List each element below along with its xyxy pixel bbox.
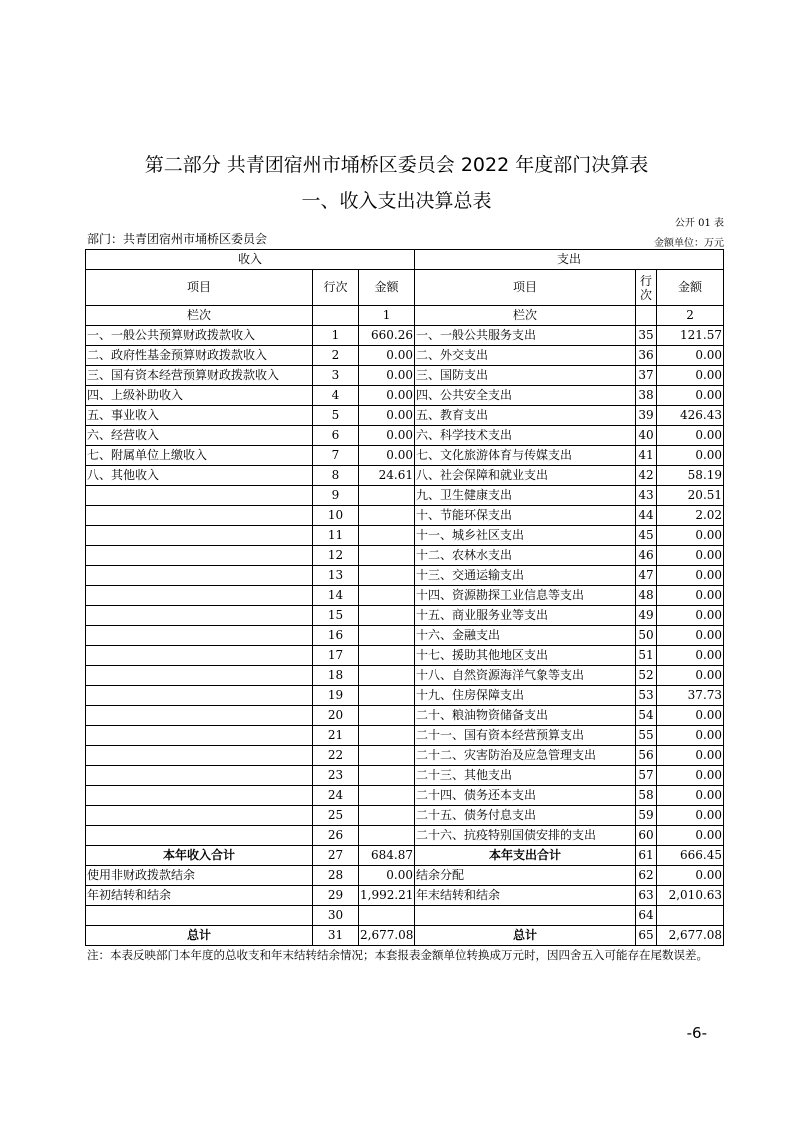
income-amount-cell: 660.26 <box>359 326 415 346</box>
table-row <box>86 346 724 366</box>
income-amount-cell <box>359 786 415 806</box>
income-rowno-cell: 8 <box>313 466 359 486</box>
income-rowno-cell: 19 <box>313 686 359 706</box>
expense-amount-cell: 0.00 <box>657 446 724 466</box>
expense-item-cell: 六、科学技术支出 <box>415 426 636 446</box>
table-row <box>86 466 724 486</box>
table-row <box>86 706 724 726</box>
income-item-cell: 二、政府性基金预算财政拨款收入 <box>86 346 313 366</box>
expense-rowno-cell: 43 <box>636 486 657 506</box>
income-amount-cell <box>359 586 415 606</box>
expense-rowno-cell: 42 <box>636 466 657 486</box>
expense-amount-cell: 0.00 <box>657 386 724 406</box>
expense-rowno-cell: 48 <box>636 586 657 606</box>
income-rowno-cell: 6 <box>313 426 359 446</box>
expense-rowno-cell: 55 <box>636 726 657 746</box>
expense-rowno-cell: 44 <box>636 506 657 526</box>
expense-rowno-cell: 46 <box>636 546 657 566</box>
expense-item-cell: 二十三、其他支出 <box>415 766 636 786</box>
income-item-cell: 年初结转和结余 <box>86 886 313 906</box>
expense-amount-cell: 0.00 <box>657 526 724 546</box>
expense-item-cell: 二十、粮油物资储备支出 <box>415 706 636 726</box>
expense-amount-cell: 121.57 <box>657 326 724 346</box>
expense-item-cell: 年末结转和结余 <box>415 886 636 906</box>
expense-rowno-cell: 64 <box>636 906 657 926</box>
expense-rowno-cell: 37 <box>636 366 657 386</box>
income-item-cell <box>86 766 313 786</box>
table-row <box>86 826 724 846</box>
income-item-cell <box>86 566 313 586</box>
income-item-cell <box>86 746 313 766</box>
expense-item-cell: 二十五、债务付息支出 <box>415 806 636 826</box>
expense-rowno-cell: 60 <box>636 826 657 846</box>
table-row <box>86 666 724 686</box>
income-rowno-cell: 17 <box>313 646 359 666</box>
income-rowno-header: 行次 <box>313 270 359 306</box>
expense-amount-cell: 0.00 <box>657 566 724 586</box>
income-item-cell: 五、事业收入 <box>86 406 313 426</box>
table-title: 一、收入支出决算总表 <box>301 190 492 212</box>
expense-rowno-cell: 63 <box>636 886 657 906</box>
table-row <box>86 486 724 506</box>
expense-rowno-header: 行 次 <box>636 270 657 306</box>
expense-rowno-cell: 51 <box>636 646 657 666</box>
expense-rowno-cell: 38 <box>636 386 657 406</box>
table-row <box>86 586 724 606</box>
expense-item-cell: 十七、援助其他地区支出 <box>415 646 636 666</box>
table-row <box>86 446 724 466</box>
expense-item-cell: 十、节能环保支出 <box>415 506 636 526</box>
expense-item-cell: 三、国防支出 <box>415 366 636 386</box>
income-rowno-cell: 27 <box>313 846 359 866</box>
expense-item-cell <box>415 906 636 926</box>
table-row <box>86 686 724 706</box>
expense-amount-cell: 2,010.63 <box>657 886 724 906</box>
income-amount-cell: 2,677.08 <box>359 926 415 946</box>
table-note: 注：本表反映部门本年度的总收支和年末结转结余情况；本套报表金额单位转换成万元时，因四舍五入可能存在尾数误差。 <box>87 948 708 962</box>
expense-rowno-cell: 52 <box>636 666 657 686</box>
income-rowno-cell: 21 <box>313 726 359 746</box>
income-amount-cell <box>359 606 415 626</box>
expense-rowno-cell: 59 <box>636 806 657 826</box>
column-index-row <box>86 306 724 326</box>
income-item-cell: 一、一般公共预算财政拨款收入 <box>86 326 313 346</box>
income-rowno-cell: 2 <box>313 346 359 366</box>
income-rowno-cell: 31 <box>313 926 359 946</box>
income-amount-cell: 684.87 <box>359 846 415 866</box>
income-item-cell <box>86 606 313 626</box>
table-row <box>86 526 724 546</box>
expense-amount-cell: 0.00 <box>657 626 724 646</box>
table-row <box>86 846 724 866</box>
income-amount-cell: 0.00 <box>359 446 415 466</box>
expense-amount-cell: 0.00 <box>657 706 724 726</box>
expense-amount-cell: 2.02 <box>657 506 724 526</box>
expense-item-cell: 二十二、灾害防治及应急管理支出 <box>415 746 636 766</box>
expense-rowno-cell: 50 <box>636 626 657 646</box>
expense-item-cell: 二、外交支出 <box>415 346 636 366</box>
income-rowno-cell: 28 <box>313 866 359 886</box>
income-item-cell <box>86 906 313 926</box>
income-rowno-cell: 26 <box>313 826 359 846</box>
expense-item-cell: 本年支出合计 <box>415 846 636 866</box>
income-amount-cell <box>359 766 415 786</box>
income-col-blank <box>313 306 359 326</box>
income-amount-header: 金额 <box>359 270 415 306</box>
income-amount-cell: 1,992.21 <box>359 886 415 906</box>
expense-rowno-cell: 47 <box>636 566 657 586</box>
income-rowno-cell: 24 <box>313 786 359 806</box>
income-item-cell: 七、附属单位上缴收入 <box>86 446 313 466</box>
income-item-cell <box>86 666 313 686</box>
expense-amount-cell: 0.00 <box>657 806 724 826</box>
income-item-cell <box>86 806 313 826</box>
expense-item-cell: 五、教育支出 <box>415 406 636 426</box>
table-row <box>86 326 724 346</box>
expense-item-cell: 十八、自然资源海洋气象等支出 <box>415 666 636 686</box>
income-item-cell <box>86 786 313 806</box>
expense-amount-cell: 0.00 <box>657 826 724 846</box>
expense-rowno-cell: 56 <box>636 746 657 766</box>
expense-rowno-cell: 40 <box>636 426 657 446</box>
income-item-cell: 八、其他收入 <box>86 466 313 486</box>
income-amount-cell <box>359 506 415 526</box>
expense-rowno-cell: 39 <box>636 406 657 426</box>
income-rowno-cell: 5 <box>313 406 359 426</box>
income-amount-cell <box>359 746 415 766</box>
income-amount-cell: 0.00 <box>359 366 415 386</box>
table-row <box>86 746 724 766</box>
table-row <box>86 786 724 806</box>
expense-rowno-cell: 35 <box>636 326 657 346</box>
header-row-sections <box>86 250 724 270</box>
income-amount-cell <box>359 826 415 846</box>
expense-item-cell: 结余分配 <box>415 866 636 886</box>
income-amount-cell <box>359 906 415 926</box>
expense-amount-cell: 0.00 <box>657 346 724 366</box>
expense-col-label: 栏次 <box>415 306 636 326</box>
income-item-cell: 三、国有资本经营预算财政拨款收入 <box>86 366 313 386</box>
income-rowno-cell: 10 <box>313 506 359 526</box>
table-row <box>86 406 724 426</box>
expense-item-cell: 二十一、国有资本经营预算支出 <box>415 726 636 746</box>
expense-item-header: 项目 <box>415 270 636 306</box>
expense-amount-cell: 0.00 <box>657 546 724 566</box>
form-number: 公开 01 表 <box>674 218 724 229</box>
income-rowno-cell: 12 <box>313 546 359 566</box>
expense-item-cell: 一、一般公共服务支出 <box>415 326 636 346</box>
income-amount-cell <box>359 626 415 646</box>
expense-amount-cell: 2,677.08 <box>657 926 724 946</box>
income-amount-cell <box>359 726 415 746</box>
page-number: -6- <box>686 1024 707 1042</box>
income-item-cell <box>86 486 313 506</box>
expense-item-cell: 十六、金融支出 <box>415 626 636 646</box>
expense-col-index: 2 <box>657 306 724 326</box>
expense-amount-cell: 0.00 <box>657 786 724 806</box>
expense-rowno-cell: 53 <box>636 686 657 706</box>
expense-amount-cell: 0.00 <box>657 726 724 746</box>
income-amount-cell <box>359 646 415 666</box>
expense-amount-cell: 37.73 <box>657 686 724 706</box>
expense-item-cell: 十二、农林水支出 <box>415 546 636 566</box>
expense-header: 支出 <box>415 250 724 270</box>
income-amount-cell <box>359 666 415 686</box>
expense-rowno-cell: 58 <box>636 786 657 806</box>
expense-item-cell: 二十四、债务还本支出 <box>415 786 636 806</box>
expense-rowno-cell: 61 <box>636 846 657 866</box>
table-row <box>86 506 724 526</box>
income-amount-cell <box>359 686 415 706</box>
income-amount-cell <box>359 526 415 546</box>
table-row <box>86 926 724 946</box>
income-rowno-cell: 29 <box>313 886 359 906</box>
income-amount-cell: 0.00 <box>359 406 415 426</box>
expense-item-cell: 十一、城乡社区支出 <box>415 526 636 546</box>
expense-amount-cell: 0.00 <box>657 866 724 886</box>
expense-amount-cell: 0.00 <box>657 646 724 666</box>
expense-amount-cell: 426.43 <box>657 406 724 426</box>
expense-rowno-cell: 62 <box>636 866 657 886</box>
expense-amount-cell <box>657 906 724 926</box>
table-row <box>86 426 724 446</box>
income-item-cell <box>86 726 313 746</box>
expense-item-cell: 七、文化旅游体育与传媒支出 <box>415 446 636 466</box>
expense-item-cell: 十三、交通运输支出 <box>415 566 636 586</box>
income-item-cell: 本年收入合计 <box>86 846 313 866</box>
income-item-cell <box>86 586 313 606</box>
income-item-cell <box>86 686 313 706</box>
expense-amount-cell: 0.00 <box>657 746 724 766</box>
income-item-cell <box>86 526 313 546</box>
income-item-cell <box>86 646 313 666</box>
expense-rowno-cell: 45 <box>636 526 657 546</box>
income-item-cell <box>86 706 313 726</box>
income-rowno-cell: 15 <box>313 606 359 626</box>
income-item-cell <box>86 626 313 646</box>
income-col-label: 栏次 <box>86 306 313 326</box>
income-rowno-cell: 14 <box>313 586 359 606</box>
income-rowno-cell: 13 <box>313 566 359 586</box>
income-rowno-cell: 20 <box>313 706 359 726</box>
expense-item-cell: 十五、商业服务业等支出 <box>415 606 636 626</box>
expense-amount-cell: 0.00 <box>657 606 724 626</box>
expense-col-blank <box>636 306 657 326</box>
income-amount-cell: 0.00 <box>359 346 415 366</box>
income-rowno-cell: 18 <box>313 666 359 686</box>
table-row <box>86 546 724 566</box>
expense-amount-cell: 0.00 <box>657 426 724 446</box>
income-rowno-cell: 23 <box>313 766 359 786</box>
income-amount-cell: 0.00 <box>359 426 415 446</box>
budget-summary-table <box>85 249 724 946</box>
table-row <box>86 866 724 886</box>
table-row <box>86 906 724 926</box>
expense-item-cell: 四、公共安全支出 <box>415 386 636 406</box>
expense-rowno-cell: 54 <box>636 706 657 726</box>
table-row <box>86 626 724 646</box>
table-row <box>86 806 724 826</box>
income-item-cell <box>86 826 313 846</box>
expense-rowno-cell: 57 <box>636 766 657 786</box>
income-amount-cell: 0.00 <box>359 866 415 886</box>
income-item-cell: 使用非财政拨款结余 <box>86 866 313 886</box>
income-header: 收入 <box>86 250 415 270</box>
income-amount-cell <box>359 806 415 826</box>
table-row <box>86 386 724 406</box>
table-row <box>86 566 724 586</box>
income-rowno-cell: 9 <box>313 486 359 506</box>
income-rowno-cell: 4 <box>313 386 359 406</box>
income-rowno-cell: 11 <box>313 526 359 546</box>
income-rowno-cell: 3 <box>313 366 359 386</box>
income-item-cell: 总计 <box>86 926 313 946</box>
income-amount-cell <box>359 706 415 726</box>
expense-item-cell: 十四、资源勘探工业信息等支出 <box>415 586 636 606</box>
expense-rowno-cell: 49 <box>636 606 657 626</box>
income-item-cell <box>86 506 313 526</box>
income-amount-cell: 24.61 <box>359 466 415 486</box>
income-amount-cell: 0.00 <box>359 386 415 406</box>
header-row-columns <box>86 270 724 306</box>
income-amount-cell <box>359 546 415 566</box>
table-row <box>86 646 724 666</box>
income-item-cell <box>86 546 313 566</box>
expense-item-cell: 十九、住房保障支出 <box>415 686 636 706</box>
department-label: 部门：共青团宿州市埇桥区委员会 <box>87 232 268 246</box>
expense-amount-cell: 0.00 <box>657 766 724 786</box>
income-rowno-cell: 22 <box>313 746 359 766</box>
expense-rowno-cell: 41 <box>636 446 657 466</box>
expense-amount-cell: 666.45 <box>657 846 724 866</box>
income-item-header: 项目 <box>86 270 313 306</box>
table-row <box>86 886 724 906</box>
expense-item-cell: 二十六、抗疫特别国债安排的支出 <box>415 826 636 846</box>
expense-item-cell: 九、卫生健康支出 <box>415 486 636 506</box>
amount-unit: 金额单位：万元 <box>654 238 724 249</box>
income-rowno-cell: 7 <box>313 446 359 466</box>
expense-item-cell: 总计 <box>415 926 636 946</box>
table-row <box>86 766 724 786</box>
expense-item-cell: 八、社会保障和就业支出 <box>415 466 636 486</box>
expense-amount-cell: 20.51 <box>657 486 724 506</box>
document-title: 第二部分 共青团宿州市埇桥区委员会 2022 年度部门决算表 <box>144 154 649 176</box>
income-amount-cell <box>359 566 415 586</box>
table-row <box>86 606 724 626</box>
expense-rowno-cell: 65 <box>636 926 657 946</box>
expense-amount-cell: 0.00 <box>657 586 724 606</box>
expense-amount-cell: 58.19 <box>657 466 724 486</box>
table-row <box>86 366 724 386</box>
income-rowno-cell: 25 <box>313 806 359 826</box>
income-item-cell: 四、上级补助收入 <box>86 386 313 406</box>
income-rowno-cell: 30 <box>313 906 359 926</box>
expense-amount-header: 金额 <box>657 270 724 306</box>
table-row <box>86 726 724 746</box>
income-amount-cell <box>359 486 415 506</box>
income-rowno-cell: 16 <box>313 626 359 646</box>
income-col-index: 1 <box>359 306 415 326</box>
expense-amount-cell: 0.00 <box>657 366 724 386</box>
expense-amount-cell: 0.00 <box>657 666 724 686</box>
income-rowno-cell: 1 <box>313 326 359 346</box>
income-item-cell: 六、经营收入 <box>86 426 313 446</box>
expense-rowno-cell: 36 <box>636 346 657 366</box>
